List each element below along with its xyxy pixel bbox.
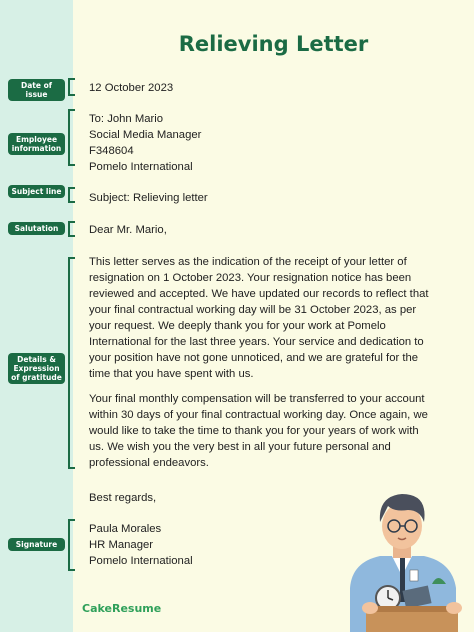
body-paragraph-2 bbox=[89, 391, 459, 471]
issue-date: 12 October 2023 bbox=[89, 82, 174, 94]
employee-bracket bbox=[68, 111, 76, 164]
date-bracket bbox=[68, 80, 76, 94]
signer-name: Paula Morales bbox=[89, 523, 162, 535]
salutation-bracket bbox=[68, 223, 76, 235]
subject-line-tag: Subject line bbox=[8, 185, 65, 198]
closing-line: Best regards, bbox=[89, 492, 157, 504]
page-title: Relieving Letter bbox=[178, 32, 369, 56]
body-line: your request. We deeply thank you for your work at Pomelo bbox=[89, 320, 386, 332]
signer-title: HR Manager bbox=[89, 539, 154, 551]
body-line: Your final monthly compensation will be transferred to your account bbox=[89, 393, 425, 405]
body-line: professional endeavors. bbox=[89, 457, 209, 469]
details-bracket bbox=[68, 259, 76, 467]
cakeresume-logo: CakeResume bbox=[82, 602, 162, 615]
body-line: your position have not gone unnoticed, and we are grateful for the bbox=[89, 352, 419, 364]
salutation-tag: Salutation bbox=[8, 222, 65, 235]
date-of-issue-tag: Date of issue bbox=[8, 79, 65, 101]
signature-block bbox=[89, 521, 193, 569]
body-line: International for the last three years. Your service and dedication to bbox=[89, 336, 424, 348]
subject-bracket bbox=[68, 189, 76, 201]
body-line: within 30 days of your final contractual working day. Once again, we bbox=[89, 409, 428, 421]
recipient-role: Social Media Manager bbox=[89, 129, 202, 141]
body-line: reviewed and accepted. We have updated our records to reflect that bbox=[89, 288, 429, 300]
employee-block bbox=[89, 111, 201, 175]
employee-information-tag: Employee information bbox=[8, 133, 65, 155]
signer-company: Pomelo International bbox=[89, 555, 193, 567]
body-line: would like to take the time to thank you for your years of work with bbox=[89, 425, 419, 437]
body-line: us. We wish you the very best in all your future personal and bbox=[89, 441, 391, 453]
recipient-company: Pomelo International bbox=[89, 161, 193, 173]
signature-tag: Signature bbox=[8, 538, 65, 551]
recipient-id: F348604 bbox=[89, 145, 134, 157]
recipient-name: To: John Mario bbox=[89, 113, 164, 125]
details-gratitude-tag: Details & Expression of gratitude bbox=[8, 353, 65, 384]
body-line: your final contractual working day will be 31 October 2023, as per bbox=[89, 304, 417, 316]
subject-line: Subject: Relieving letter bbox=[89, 192, 208, 204]
employee-with-box-illustration bbox=[336, 488, 474, 632]
salutation-line: Dear Mr. Mario, bbox=[89, 224, 167, 236]
body-paragraph-1 bbox=[89, 254, 459, 382]
body-line: resignation on 1 October 2023. Your resignation notice has been bbox=[89, 272, 412, 284]
body-line: time that you have spent with us. bbox=[89, 368, 254, 380]
body-line: This letter serves as the indication of the receipt of your letter of bbox=[89, 256, 407, 268]
signature-bracket bbox=[68, 521, 76, 569]
